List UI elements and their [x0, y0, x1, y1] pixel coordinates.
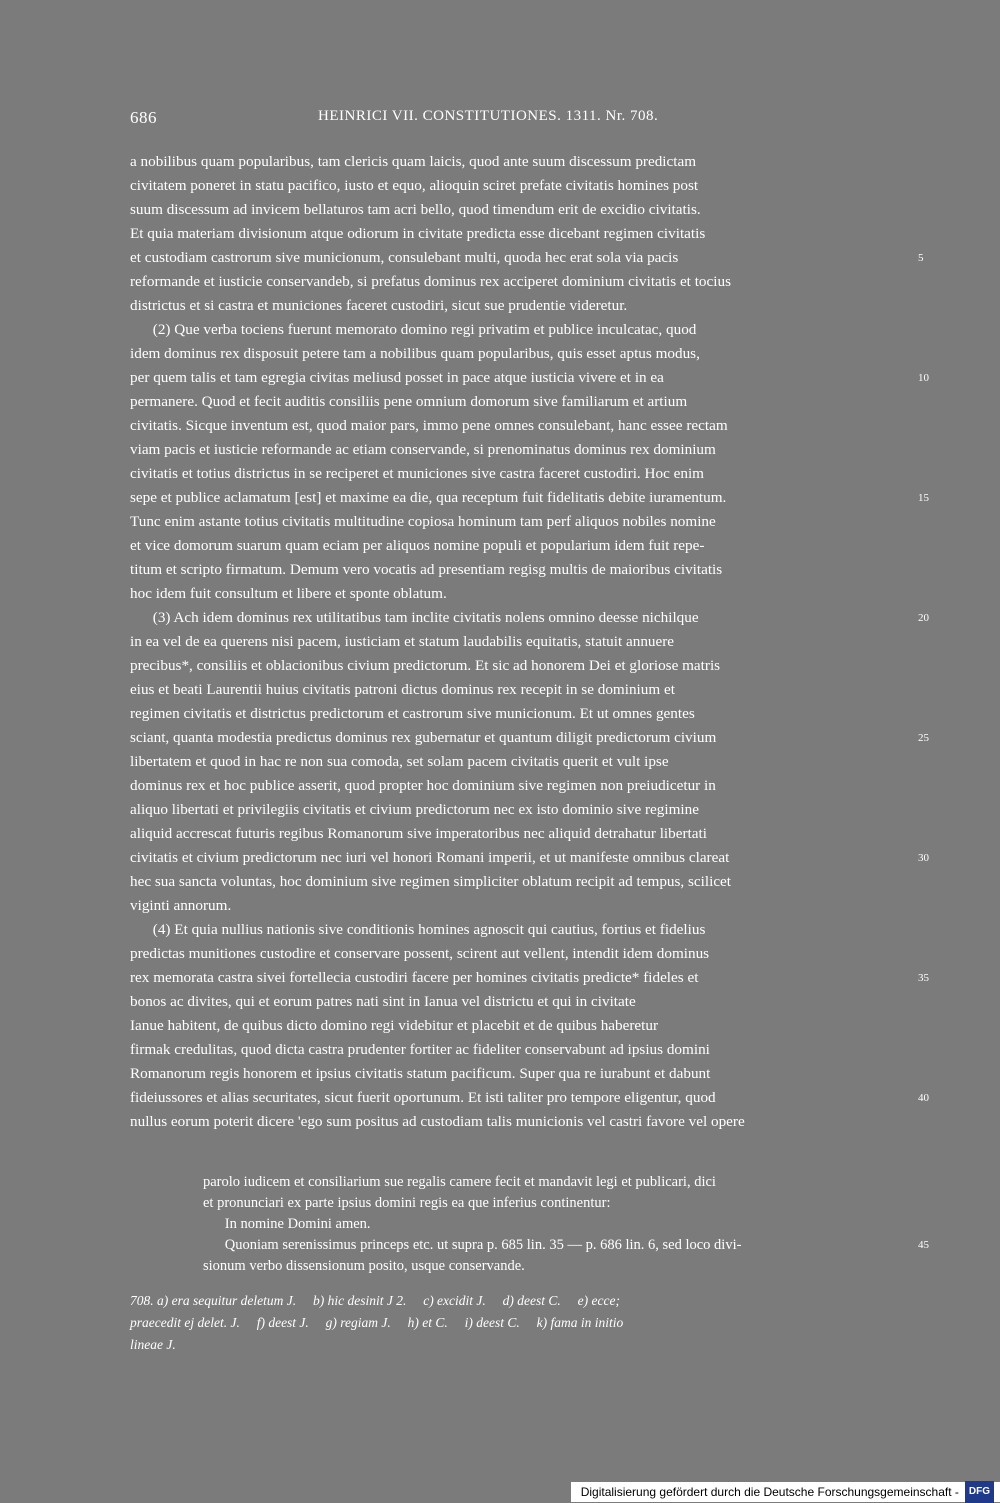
- dfg-logo: DFG: [965, 1481, 994, 1503]
- digitization-footer: [571, 1482, 1000, 1502]
- text-line: [130, 654, 900, 678]
- line-number: 40: [918, 1092, 929, 1104]
- line-text: idem dominus rex disposuit petere tam a nobilibus quam popularibus, quis esset aptus modus,: [130, 345, 700, 362]
- line-text: permanere. Quod et fecit auditis consiliis pene omnium domorum sive familiarum et artium: [130, 393, 688, 410]
- line-text: titum et scripto firmatum. Demum vero vocatis ad presentiam regisg multis de maioribus civitatis: [130, 561, 723, 578]
- line-number: 5: [918, 252, 924, 264]
- line-text: sionum verbo dissensionum posito, usque conservande.: [203, 1258, 525, 1274]
- text-line: [130, 702, 900, 726]
- line-text: sciant, quanta modestia predictus dominus rex gubernatur et quantum diligit predictorum civium: [130, 729, 717, 746]
- footer-text: Digitalisierung gefördert durch die Deutsche Forschungsgemeinschaft -: [580, 1485, 959, 1499]
- text-line: [130, 822, 900, 846]
- text-line: [130, 534, 900, 558]
- text-line: [130, 1014, 900, 1038]
- line-text: et vice domorum suarum quam eciam per aliquos nomine populi et popularium idem fuit repe-: [130, 537, 705, 554]
- text-line: [203, 1256, 900, 1277]
- footnote-line: praecedit ej delet. J. f) deest J. g) regiam J. h) et C. i) deest C. k) fama in initio: [130, 1315, 624, 1330]
- line-text: civitatem poneret in statu pacifico, iusto et equo, alioquin sciret prefate civitatis homines post: [130, 177, 699, 194]
- main-text: [130, 150, 929, 1134]
- text-line: [130, 1110, 900, 1134]
- text-line: [130, 942, 900, 966]
- text-line: [130, 1062, 900, 1086]
- text-line: [203, 1172, 900, 1193]
- line-text: per quem talis et tam egregia civitas meliusd posset in pace atque iusticia vivere et in ea: [130, 369, 664, 386]
- line-text: Tunc enim astante totius civitatis multitudine copiosa hominum tam perf aliquos nobiles nomine: [130, 513, 716, 530]
- text-line: [130, 510, 900, 534]
- line-text: (4) Et quia nullius nationis sive conditionis homines agnoscit qui cautius, fortius et fidelius: [130, 921, 706, 938]
- text-line: [130, 342, 900, 366]
- text-line: [130, 894, 900, 918]
- line-text: fideiussores et alias securitates, sicut fuerit oportunum. Et isti taliter pro tempore eligentur, quod: [130, 1089, 716, 1106]
- line-text: a nobilibus quam popularibus, tam clericis quam laicis, quod ante suum discessum predictam: [130, 153, 697, 170]
- text-line: [130, 462, 900, 486]
- text-line: [130, 726, 929, 750]
- line-text: precibus*, consiliis et oblacionibus civium predictorum. Et sic ad honorem Dei et gloriose matris: [130, 657, 721, 674]
- text-line: [130, 366, 929, 390]
- text-line: [130, 606, 929, 630]
- insert-text: [203, 1172, 929, 1277]
- line-text: civitatis et civium predictorum nec iuri vel honori Romani imperii, et ut manifeste omnibus clareat: [130, 849, 730, 866]
- footnote-line: lineae J.: [130, 1337, 176, 1352]
- text-line: [203, 1193, 900, 1214]
- line-text: districtus et si castra et municiones faceret custodiri, sicut sue prudentie videretur.: [130, 297, 628, 314]
- text-line: [130, 150, 900, 174]
- text-line: [130, 246, 924, 270]
- line-text: civitatis. Sicque inventum est, quod maior pars, immo pene omnes consulebant, hanc essee rectam: [130, 417, 728, 434]
- line-number: 35: [918, 972, 929, 984]
- line-text: predictas munitiones custodire et conservare possent, scirent aut vellent, intendit idem dominus: [130, 945, 710, 962]
- text-line: [130, 198, 900, 222]
- line-text: Et quia materiam divisionum atque odiorum in civitate predicta esse dicebant regimen civitatis: [130, 225, 706, 242]
- page-number: 686: [130, 108, 157, 127]
- line-number: 20: [918, 612, 929, 624]
- line-text: sepe et publice aclamatum [est] et maxime ea die, qua receptum fuit fidelitatis debite iuramentum.: [130, 489, 727, 506]
- line-text: libertatem et quod in hac re non sua comoda, set solam pacem civitatis querit et vult ipse: [130, 753, 669, 770]
- line-text: et pronunciari ex parte ipsius domini regis ea que inferius continentur:: [203, 1195, 611, 1211]
- line-number: 15: [918, 492, 929, 504]
- text-line: [130, 582, 900, 606]
- text-line: [130, 1086, 929, 1110]
- line-text: aliquo libertati et privilegiis civitatis et civium predictorum nec ex isto dominio sive regimine: [130, 801, 699, 818]
- line-text: Romanorum regis honorem et ipsius civitatis statum pacificum. Super qua re iurabunt et dabunt: [130, 1065, 711, 1082]
- line-number: 10: [918, 372, 929, 384]
- line-text: rex memorata castra sivei fortellecia custodiri facere per homines civitatis predicte* fideles et: [130, 969, 699, 986]
- line-text: regimen civitatis et districtus predictorum et castrorum sive municionum. Et ut omnes gentes: [130, 705, 695, 722]
- text-line: [130, 1038, 900, 1062]
- text-line: [130, 294, 900, 318]
- line-number: 30: [918, 852, 929, 864]
- page-header: [130, 108, 900, 132]
- line-text: reformande et iusticie conservandeb, si prefatus dominus rex acciperet dominium civitatis et tocius: [130, 273, 731, 290]
- text-line: [130, 630, 900, 654]
- text-line: [203, 1214, 900, 1235]
- line-number: 45: [918, 1239, 929, 1251]
- text-line: [130, 174, 900, 198]
- text-line: [130, 390, 900, 414]
- line-text: firmak credulitas, quod dicta castra prudenter fortiter ac fideliter conservabunt ad ipsius domini: [130, 1041, 710, 1058]
- line-number: 25: [918, 732, 929, 744]
- text-line: [130, 990, 900, 1014]
- line-text: in ea vel de ea querens nisi pacem, iusticiam et statum laudabilis equitatis, statuit annuere: [130, 633, 675, 650]
- line-text: hec sua sancta voluntas, hoc dominium sive regimen simpliciter oblatum recipit ad tempus, scilicet: [130, 873, 732, 890]
- line-text: Ianue habitent, de quibus dicto domino regi videbitur et placebit et de quibus haberetur: [130, 1017, 659, 1034]
- text-line: [130, 318, 900, 342]
- line-text: nullus eorum poterit dicere 'ego sum positus ad custodiam talis municionis vel castri favore vel opere: [130, 1113, 745, 1130]
- line-text: viginti annorum.: [130, 897, 232, 914]
- text-line: [130, 678, 900, 702]
- line-text: et custodiam castrorum sive municionum, consulebant multi, quoda hec erat sola via pacis: [130, 249, 679, 266]
- line-text: eius et beati Laurentii huius civitatis patroni dictus dominus rex recepit in se dominium et: [130, 681, 675, 698]
- text-line: [130, 486, 929, 510]
- text-line: [130, 270, 900, 294]
- footnotes: [130, 1290, 900, 1356]
- line-text: bonos ac divites, qui et eorum patres nati sint in Ianua vel districtu et qui in civitate: [130, 993, 636, 1010]
- line-text: hoc idem fuit consultum et libere et sponte oblatum.: [130, 585, 447, 602]
- text-line: [130, 798, 900, 822]
- text-line: [130, 870, 900, 894]
- line-text: parolo iudicem et consiliarium sue regalis camere fecit et mandavit legi et publicari, dici: [203, 1174, 716, 1190]
- line-text: civitatis et totius districtus in se reciperet et municiones sive castra faceret custodiri. Hoc enim: [130, 465, 704, 482]
- line-text: (3) Ach idem dominus rex utilitatibus tam inclite civitatis nolens omnino deesse nichilque: [130, 609, 699, 626]
- text-line: [130, 414, 900, 438]
- text-line: [130, 918, 900, 942]
- running-title: HEINRICI VII. CONSTITUTIONES. 1311. Nr. 708.: [318, 108, 659, 124]
- line-text: suum discessum ad invicem bellaturos tam acri bello, quod timendum erit de excidio civitatis.: [130, 201, 701, 218]
- text-line: [130, 222, 900, 246]
- text-line: [130, 774, 900, 798]
- text-line: [130, 966, 929, 990]
- line-text: (2) Que verba tociens fuerunt memorato domino regi privatim et publice inculcatac, quod: [130, 321, 697, 338]
- text-line: [203, 1235, 929, 1256]
- text-line: [130, 846, 929, 870]
- line-text: Quoniam serenissimus princeps etc. ut supra p. 685 lin. 35 — p. 686 lin. 6, sed loco divi-: [203, 1237, 742, 1253]
- footnote-line: 708. a) era sequitur deletum J. b) hic desinit J 2. c) excidit J. d) deest C. e) ecce;: [130, 1293, 620, 1308]
- text-line: [130, 558, 900, 582]
- line-text: dominus rex et hoc publice asserit, quod propter hoc dominium sive regimen non preiudicetur in: [130, 777, 716, 794]
- text-line: [130, 750, 900, 774]
- line-text: In nomine Domini amen.: [203, 1216, 371, 1232]
- text-line: [130, 438, 900, 462]
- line-text: aliquid accrescat futuris regibus Romanorum sive imperatoribus nec aliquid detrahatur libertati: [130, 825, 707, 842]
- line-text: viam pacis et iusticie reformande ac etiam conservande, si prenominatus dominus rex dominium: [130, 441, 716, 458]
